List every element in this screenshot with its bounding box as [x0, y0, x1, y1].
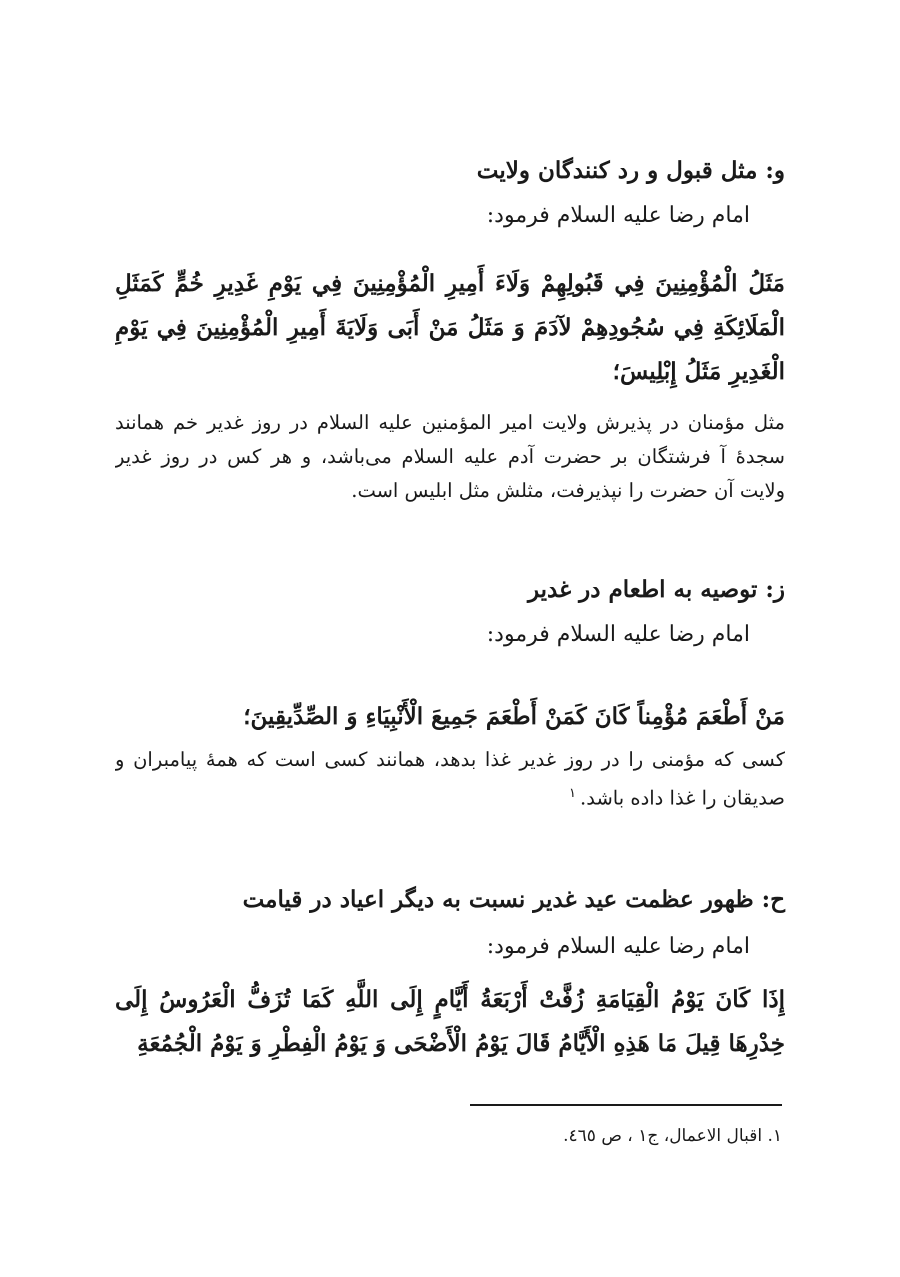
persian-translation-ze-text: کسی که مؤمنی را در روز غدیر غذا بدهد، همانند کسی است که همهٔ پیامبران و صدیقان را غذا داده باشد. — [115, 748, 785, 810]
arabic-hadith-he: إِذَا كَانَ يَوْمُ الْقِيَامَةِ زُفَّتْ أَرْبَعَةُ أَيَّامٍ إِلَى اللَّهِ كَمَا تُزَفُّ الْعَرُوسُ إِلَى خِدْرِهَا قِيلَ مَا هَذِهِ الْأَيَّامُ قَالَ يَوْمُ الْأَضْحَى وَ يَوْمُ الْفِطْرِ وَ يَوْمُ الْجُمُعَةِ — [115, 986, 785, 1057]
footnote-ref-1: ۱ — [569, 786, 577, 801]
section-heading-ze: ز: توصیه به اطعام در غدیر — [527, 576, 785, 603]
footnote-text: ۱. اقبال الاعمال، ج۱ ، ص ٤٦٥. — [563, 1126, 782, 1146]
section-heading-vav: و: مثل قبول و رد کنندگان ولایت — [476, 157, 785, 184]
footnote-divider — [470, 1104, 782, 1106]
arabic-hadith-vav: مَثَلُ الْمُؤْمِنِينَ فِي قَبُولِهِمْ وَلَاءَ أَمِيرِ الْمُؤْمِنِينَ فِي يَوْمِ غَدِيرِ خُمٍّ كَمَثَلِ الْمَلَائِكَةِ فِي سُجُودِهِمْ لآدَمَ وَ مَثَلُ مَنْ أَبَى وَلَايَةَ أَمِيرِ الْمُؤْمِنِينَ فِي يَوْمِ الْغَدِيرِ مَثَلُ إِبْلِيسَ؛ — [115, 270, 785, 385]
section-intro-he: امام رضا علیه السلام فرمود: — [486, 934, 750, 959]
arabic-hadith-ze: مَنْ أَطْعَمَ مُؤْمِناً كَانَ كَمَنْ أَطْعَمَ جَمِيعَ الْأَنْبِيَاءِ وَ الصِّدِّيقِينَ؛ — [243, 703, 785, 730]
section-heading-he: ح: ظهور عظمت عید غدیر نسبت به دیگر اعیاد در قیامت — [242, 886, 785, 913]
section-intro-vav: امام رضا علیه السلام فرمود: — [486, 203, 750, 228]
persian-translation-ze — [115, 743, 785, 815]
section-intro-ze: امام رضا علیه السلام فرمود: — [486, 622, 750, 647]
persian-translation-vav: مثل مؤمنان در پذیرش ولایت امیر المؤمنین علیه السلام در روز غدیر خم همانند سجدهٔ آ فرشتگان بر حضرت آدم علیه السلام می‌باشد، و هر کس در روز غدیر ولایت آن حضرت را نپذیرفت، مثلش مثل ابلیس است. — [115, 411, 785, 502]
